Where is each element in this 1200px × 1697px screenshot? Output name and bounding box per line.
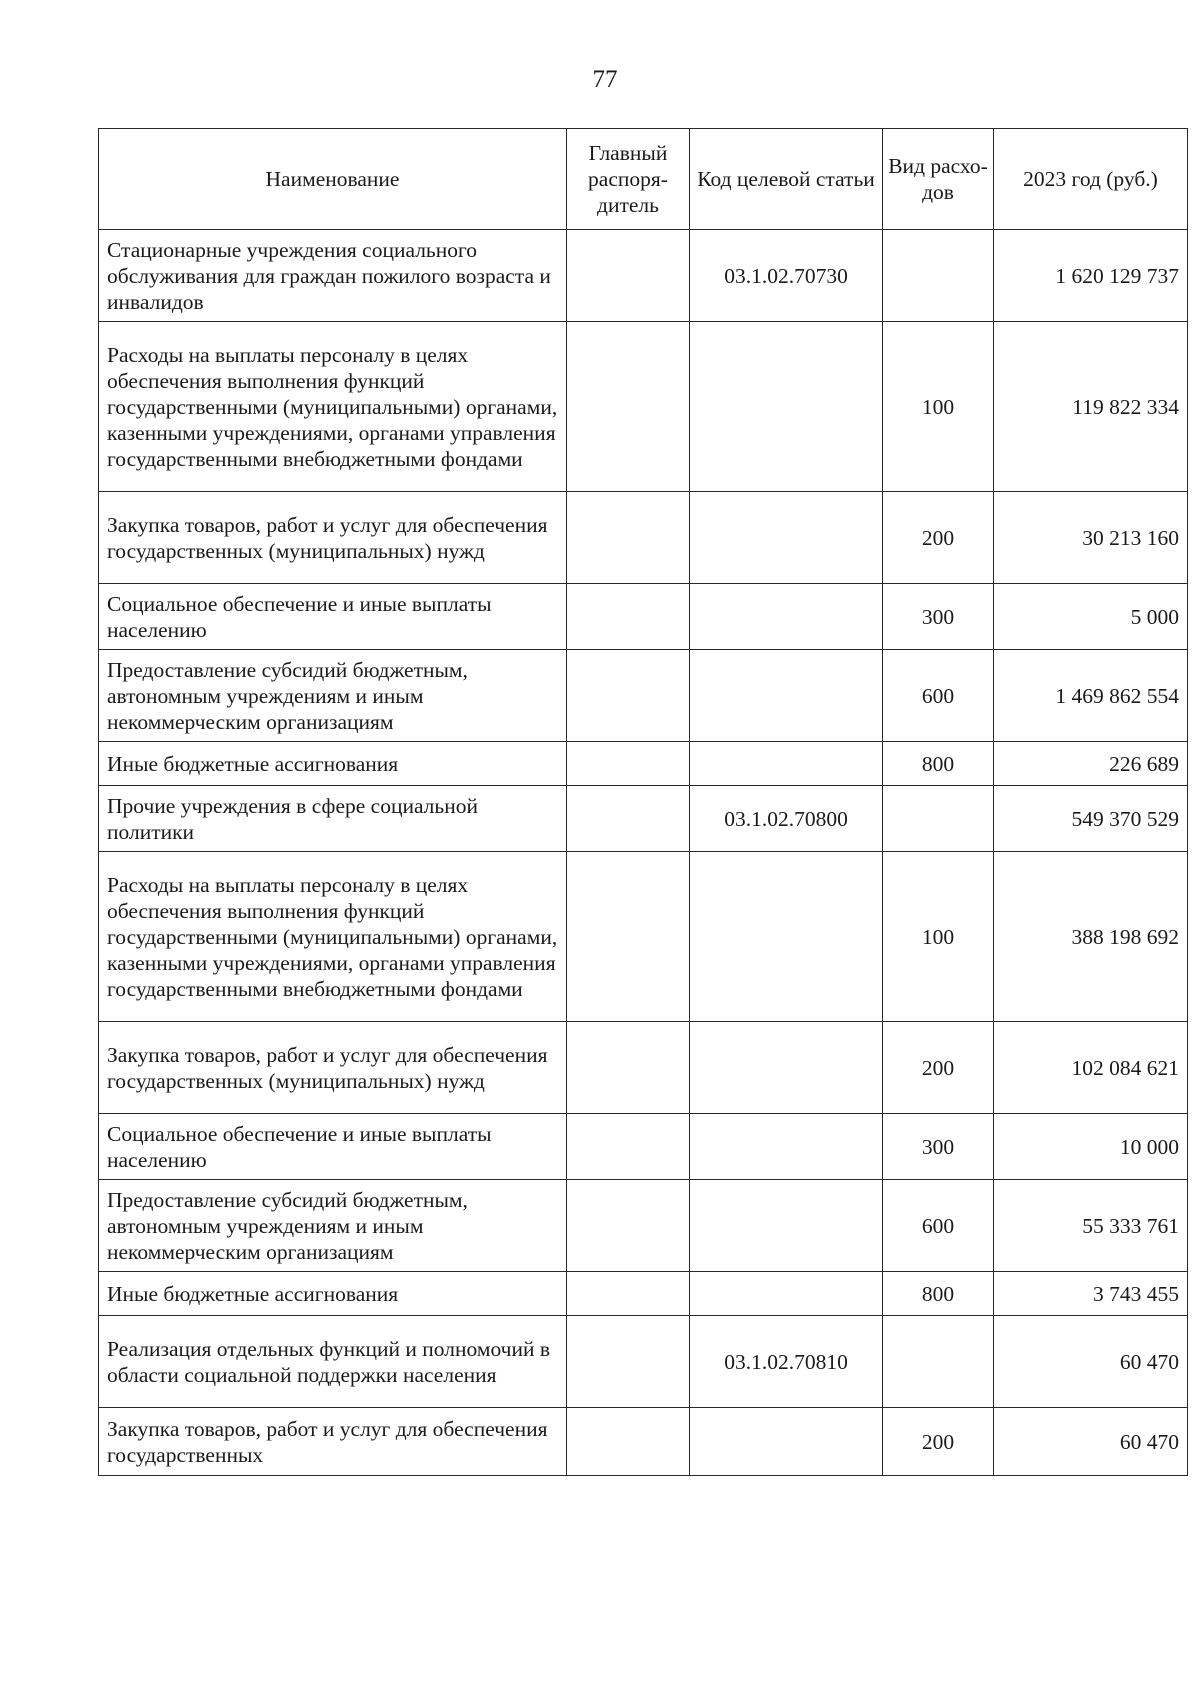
row-name: Расходы на выплаты персоналу в целях обеспечения выполнения функций государственными (муниципальными) органами, казенными учреждениями, органами управления государственными внебюджетными фондами [99,852,567,1022]
row-amount: 549 370 529 [994,786,1188,852]
row-amount: 1 469 862 554 [994,650,1188,742]
row-amount: 10 000 [994,1114,1188,1180]
header-grbs: Главный распоря-дитель [567,129,690,230]
table-row [99,584,1188,650]
table-row [99,786,1188,852]
row-grbs [567,1316,690,1408]
row-code [690,1114,883,1180]
row-grbs [567,492,690,584]
row-vid: 600 [883,1180,994,1272]
row-name: Социальное обеспечение и иные выплаты населению [99,1114,567,1180]
header-name: Наименование [99,129,567,230]
row-grbs [567,1180,690,1272]
row-name: Иные бюджетные ассигнования [99,1272,567,1316]
table-row [99,230,1188,322]
table-row [99,1180,1188,1272]
row-vid [883,230,994,322]
row-grbs [567,742,690,786]
row-name: Социальное обеспечение и иные выплаты населению [99,584,567,650]
table-row [99,1114,1188,1180]
row-vid: 800 [883,1272,994,1316]
row-vid: 300 [883,584,994,650]
table-row [99,1272,1188,1316]
row-amount: 60 470 [994,1408,1188,1476]
row-vid [883,786,994,852]
row-vid: 200 [883,1022,994,1114]
row-amount: 1 620 129 737 [994,230,1188,322]
row-vid: 200 [883,1408,994,1476]
row-vid: 300 [883,1114,994,1180]
table-row [99,1408,1188,1476]
row-grbs [567,786,690,852]
row-grbs [567,1272,690,1316]
row-amount: 3 743 455 [994,1272,1188,1316]
header-vid: Вид расхо-дов [883,129,994,230]
table-row [99,322,1188,492]
row-name: Закупка товаров, работ и услуг для обеспечения государственных (муниципальных) нужд [99,492,567,584]
row-code [690,742,883,786]
row-code: 03.1.02.70730 [690,230,883,322]
row-name: Прочие учреждения в сфере социальной политики [99,786,567,852]
row-amount: 388 198 692 [994,852,1188,1022]
row-name: Стационарные учреждения социального обслуживания для граждан пожилого возраста и инвалидов [99,230,567,322]
row-grbs [567,1114,690,1180]
table-row [99,1022,1188,1114]
row-amount: 119 822 334 [994,322,1188,492]
row-code: 03.1.02.70800 [690,786,883,852]
row-grbs [567,230,690,322]
row-code [690,492,883,584]
header-code: Код целевой статьи [690,129,883,230]
row-vid: 200 [883,492,994,584]
row-vid: 800 [883,742,994,786]
row-vid: 100 [883,322,994,492]
table-row [99,852,1188,1022]
table-row [99,650,1188,742]
row-grbs [567,322,690,492]
row-amount: 55 333 761 [994,1180,1188,1272]
row-grbs [567,852,690,1022]
row-name: Предоставление субсидий бюджетным, автономным учреждениям и иным некоммерческим организациям [99,650,567,742]
row-name: Закупка товаров, работ и услуг для обеспечения государственных (муниципальных) нужд [99,1022,567,1114]
row-code: 03.1.02.70810 [690,1316,883,1408]
row-name: Расходы на выплаты персоналу в целях обеспечения выполнения функций государственными (муниципальными) органами, казенными учреждениями, органами управления государственными внебюджетными фондами [99,322,567,492]
row-vid: 600 [883,650,994,742]
row-grbs [567,1408,690,1476]
page-number: 77 [592,66,618,93]
row-vid [883,1316,994,1408]
row-amount: 60 470 [994,1316,1188,1408]
row-code [690,1180,883,1272]
table-row [99,1316,1188,1408]
row-grbs [567,584,690,650]
row-name: Иные бюджетные ассигнования [99,742,567,786]
table-row [99,492,1188,584]
budget-table [98,128,1188,1476]
row-code [690,650,883,742]
row-code [690,1022,883,1114]
row-amount: 102 084 621 [994,1022,1188,1114]
row-code [690,852,883,1022]
row-code [690,1408,883,1476]
row-amount: 30 213 160 [994,492,1188,584]
row-amount: 226 689 [994,742,1188,786]
row-code [690,584,883,650]
row-name: Закупка товаров, работ и услуг для обеспечения государственных [99,1408,567,1476]
table-header-row [99,129,1188,230]
row-name: Предоставление субсидий бюджетным, автономным учреждениям и иным некоммерческим организациям [99,1180,567,1272]
row-amount: 5 000 [994,584,1188,650]
table-row [99,742,1188,786]
row-grbs [567,650,690,742]
row-grbs [567,1022,690,1114]
row-name: Реализация отдельных функций и полномочий в области социальной поддержки населения [99,1316,567,1408]
header-amount: 2023 год (руб.) [994,129,1188,230]
row-code [690,1272,883,1316]
row-code [690,322,883,492]
row-vid: 100 [883,852,994,1022]
